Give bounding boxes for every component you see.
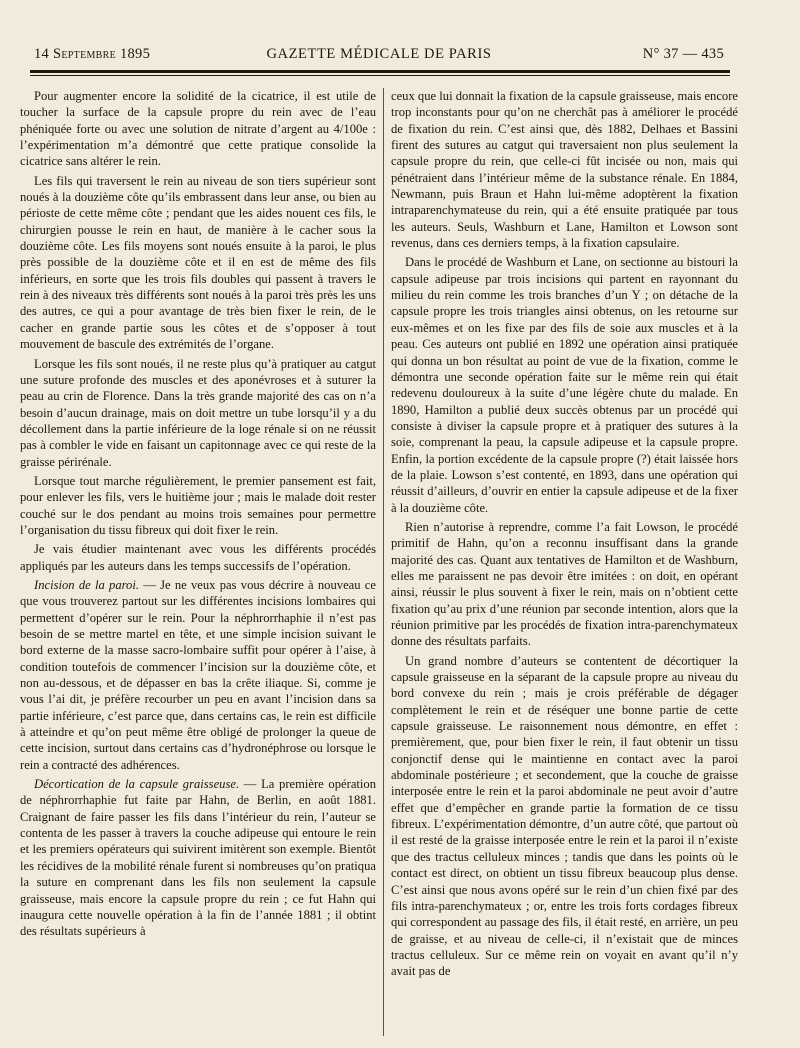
paragraph	[391, 653, 738, 980]
paragraph-text: Je vais étudier maintenant avec vous les différents procédés appliqués par les auteurs dans les temps successifs de l’opération.	[20, 542, 376, 573]
paragraph	[391, 519, 738, 650]
header-date: 14 Septembre 1895	[34, 46, 151, 62]
section-title: Incision de la paroi.	[34, 577, 139, 592]
paragraph-text: — La première opération de néphrorrhaphie fut faite par Hahn, de Berlin, en août 1881. Craignant de faire passer les fils dans l’intérieur du rein, l’auteur se contenta de les passer à travers la couche adipeuse qui entoure le rein et les premiers opérateurs qui suivirent imitèrent son exemple. Bientôt les récidives de la mobilité rénale furent si nombreuses qu’on pratiqua la suture en comprenant dans les fils non seulement la capsule graisseuse, mais encore la capsule propre du rein ; ce fut Hahn qui inaugura cette nouvelle opération à la fin de l’année 1881 ; il obtint des résultats supérieurs à	[20, 777, 376, 939]
section-title: Décortication de la capsule graisseuse.	[34, 777, 240, 792]
paragraph-text: ceux que lui donnait la fixation de la capsule graisseuse, mais encore trop inconstants pour qu’on ne cherchât pas à améliorer le procédé de fixation du rein. C’est ainsi que, dès 1882, Delhaes et Bassini firent des sutures au catgut qui traversaient non plus seulement la capsule propre du rein, que celle-ci fût incisée ou non, mais qui pénétraient dans l’intérieur même de la substance rénale. En 1884, Newmann, puis Braun et Hahn lui-même adoptèrent la fixation intraparenchymateuse du rein, qui a été ensuite pratiquée par tous les auteurs. Seuls, Washburn et Lane, Hamilton et Lowson sont revenus, dans ces derniers temps, à la fixation capsulaire.	[391, 89, 738, 251]
paragraph	[20, 473, 376, 538]
column-divider	[383, 88, 384, 1036]
paragraph	[20, 173, 376, 353]
paragraph	[20, 776, 376, 939]
paragraph	[20, 577, 376, 773]
page-header	[34, 46, 724, 68]
left-column	[20, 88, 376, 1038]
paragraph	[20, 88, 376, 170]
paragraph	[391, 254, 738, 516]
paragraph-text: Un grand nombre d’auteurs se contentent de décortiquer la capsule graisseuse en la séparant de la capsule propre au niveau du bord convexe du rein ; mais je crois préférable de dégager complètement le rein et de réséquer une bonne partie de cette capsule graisseuse. Le raisonnement nous démontre, en effet : premièrement, que, pour bien fixer le rein, il faut obtenir un tissu conjonctif dense qui le maintienne en contact avec la paroi abdominale postérieure ; et secondement, que la couche de graisse interposée entre le rein et la paroi abdominale ne peut avoir d’autre effet que d’empêcher en grande partie la formation de ce tissu fibreux. L’expérimentation démontre, d’un autre côté, que partout où il est resté de la graisse interposée entre le rein et la paroi il n’existe que des tractus celluleux minces ; tandis que dans les points où le contact est direct, on obtient un tissu fibreux beaucoup plus dense. C’est ainsi que nous avons opéré sur le rein d’un chien fixé par des fils intra-parenchymateux ; or, entre les trois forts cordages fibreux qui correspondent au passage des fils, il était resté, en arrière, un peu de graisse, et au niveau de celle-ci, il n’existait que de minces tractus celluleux. Sur ce même rein on voyait en avant qu’il n’y avait pas de	[391, 653, 738, 979]
paragraph	[391, 88, 738, 251]
header-issue-page: N° 37 — 435	[642, 46, 724, 62]
header-journal-title: GAZETTE MÉDICALE DE PARIS	[266, 46, 492, 62]
paragraph-text: Dans le procédé de Washburn et Lane, on sectionne au bistouri la capsule adipeuse par trois incisions qui partent en rayonnant du milieu du rein comme les trois branches d’un Y ; on détache de la capsule propre les trois triangles ainsi obtenus, on les retourne sur eux-mêmes et on les fixe par des fils de soie aux muscles et à la peau. Ces auteurs ont publié en 1892 une opération ainsi pratiquée qui donna un bon résultat au point de vue de la fixation, comme le démontra une seconde opération faite sur le même rein qui était redevenu douloureux à la suite d’une légère chute du malade. En 1890, Hamilton a publié deux succès obtenus par un procédé qui consiste à diviser la capsule propre et à pratiquer des sutures à la soie, comprenant la peau, la capsule adipeuse et la capsule propre. Enfin, la portion excédente de la capsule propre (?) était laissée hors de la plaie. Lowson s’est contenté, en 1893, dans une opération qui réussit d’ailleurs, d’ouvrir en entier la capsule adipeuse et de la fixer à la douzième côte.	[391, 255, 738, 515]
paragraph	[20, 356, 376, 470]
paragraph-text: Lorsque tout marche régulièrement, le premier pansement est fait, pour enlever les fils, vers le huitième jour ; mais le malade doit rester couché sur le dos pendant au moins trois semaines pour permettre l’organisation du tissu fibreux qui doit fixer le rein.	[20, 473, 376, 537]
header-rule	[30, 70, 730, 76]
right-column	[391, 88, 738, 1038]
paragraph	[20, 541, 376, 574]
paragraph-text: Lorsque les fils sont noués, il ne reste plus qu’à pratiquer au catgut une suture profonde des muscles et des aponévroses et à suturer la peau au crin de Florence. Dans la très grande majorité des cas on n’a besoin d’aucun drainage, mais on doit mettre un tube lorsqu’il y a du décollement dans la partie inférieure de la loge rénale si on ne réussit pas à combler le vide en faisant un capitonnage avec ce qui reste de la graisse périrénale.	[20, 356, 376, 469]
paragraph-text: Rien n’autorise à reprendre, comme l’a fait Lowson, le procédé primitif de Hahn, qu’on a reconnu insuffisant dans la grande majorité des cas. Quant aux tentatives de Hamilton et de Washburn, elles me paraissent ne pas devoir être imitées : on doit, en opérant ainsi, réussir le plus souvent à fixer le rein, mais on n’obtient cette fixation qu’au prix d’une réunion par seconde intention, alors que la réunion primitive par les procédés de fixation intra-parenchymateux donne des résultats parfaits.	[391, 519, 738, 649]
paragraph-text: Les fils qui traversent le rein au niveau de son tiers supérieur sont noués à la douzième côte qu’ils embrassent dans leur anse, ou bien au périoste de cette même côte ; pendant que les aides nouent ces fils, le chirurgien pousse le rein en haut, de manière à le cacher sous la douzième côte. Les fils moyens sont noués ensuite à la paroi, le plus près possible de la douzième côte et il en est de même des fils inférieurs, en sorte que les trois fils doubles qui passent à travers le rein à des niveaux très différents sont noués à la paroi très près les uns des autres, ce qui a pour avantage de très bien fixer le rein, de le cacher en grande partie sous les côtes et de s’opposer à tout mouvement de bascule des extrémités de l’organe.	[20, 173, 376, 352]
paragraph-text: — Je ne veux pas vous décrire à nouveau ce que vous trouverez partout sur les différentes incisions lombaires qui permettent d’opérer sur le rein. Pour la néphrorrhaphie il n’est pas besoin de se mettre martel en tête, et une simple incision suivant le bord externe de la masse sacro-lombaire suffit pour opérer à l’aise, à condition toutefois de commencer l’incision sur la douzième côte, et non au-dessous, et de dépasser en bas la crête iliaque. Si, comme je vous l’ai dit, je préfère recourber un peu en avant l’incision dans sa partie inférieure, c’est parce que, dans certains cas, le rein est difficile à atteindre et qu’on peut même être obligé de prolonger la queue de cette incision, surtout dans certains cas d’hydronéphrose ou lorsque le rein a contracté des adhérences.	[20, 577, 376, 772]
paragraph-text: Pour augmenter encore la solidité de la cicatrice, il est utile de toucher la surface de la capsule propre du rein avec de l’eau phéniquée forte ou avec une solution de nitrate d’argent au 4/100e : l’expérimentation m’a démontré que cette pratique consolide la cicatrice sans altérer le rein.	[20, 89, 376, 169]
